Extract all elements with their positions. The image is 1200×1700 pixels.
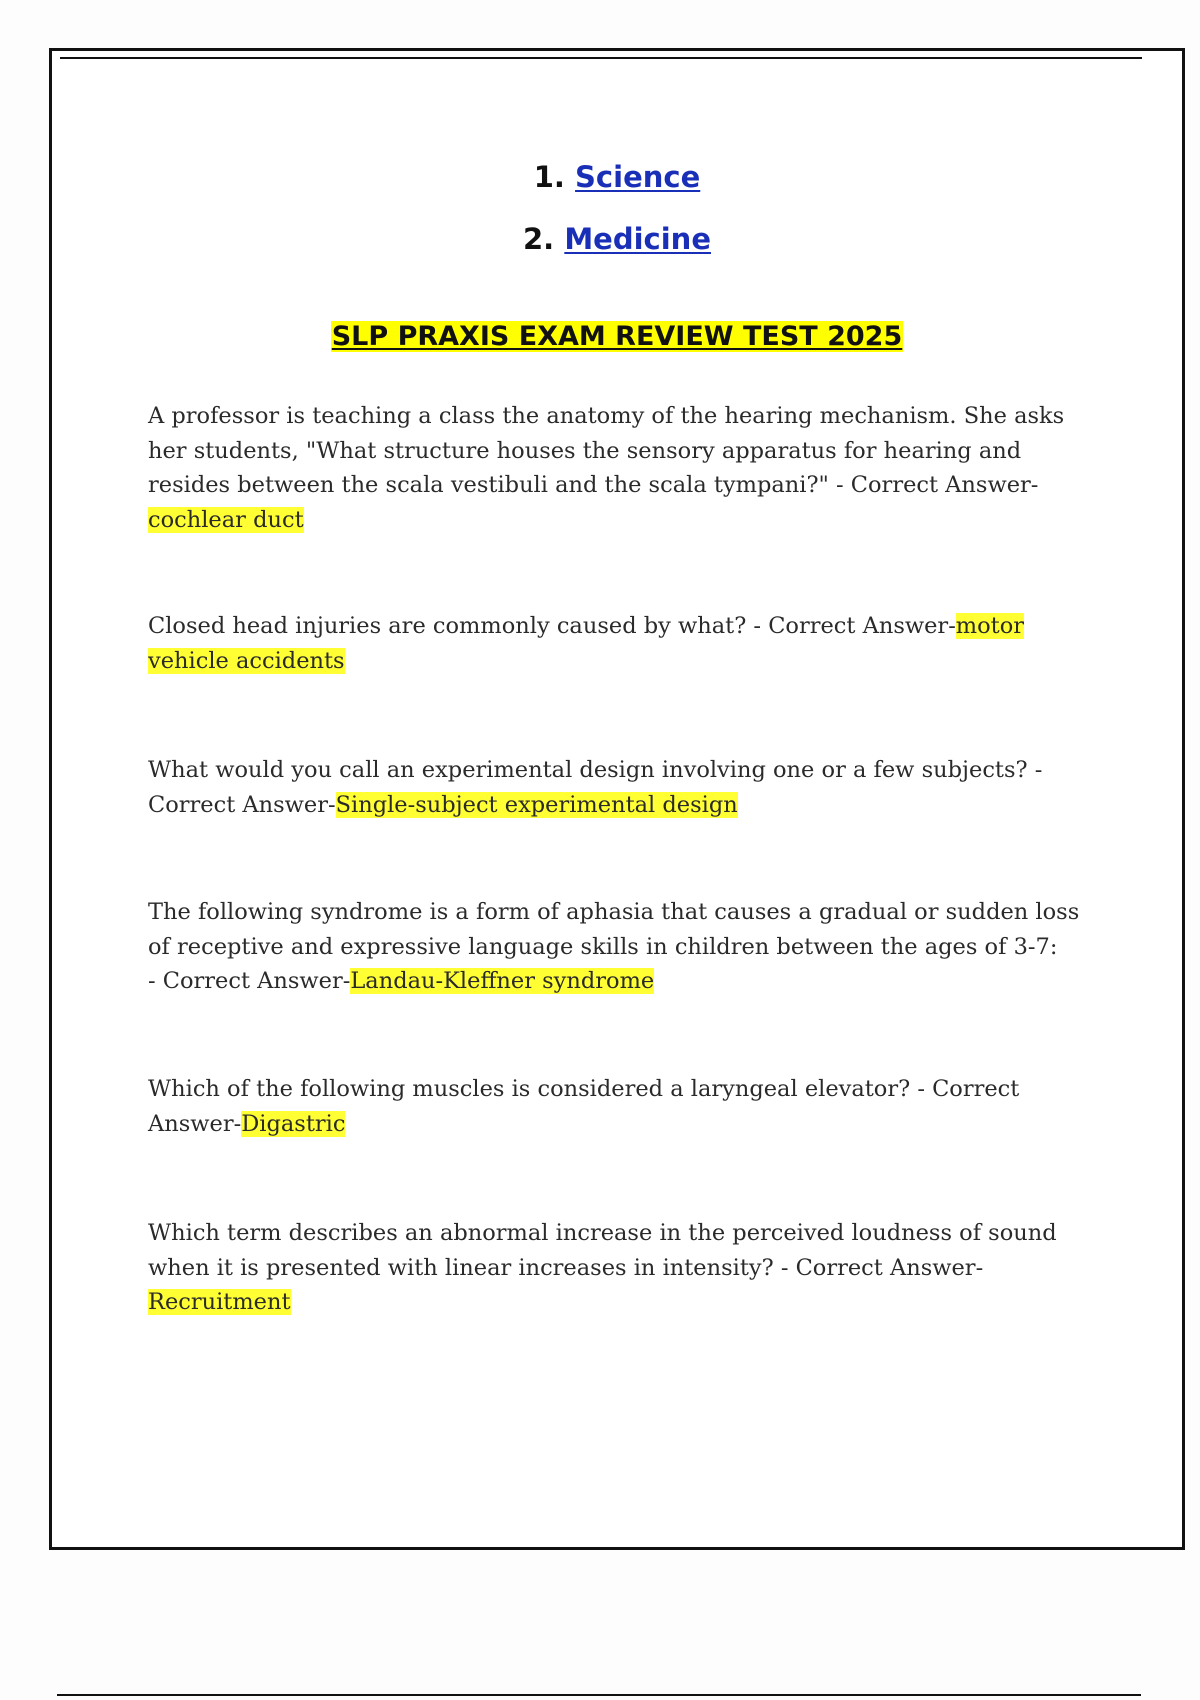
- question-text-line: What would you call an experimental design involving one or a few subjects? -: [148, 757, 1043, 783]
- question-text-line: A professor is teaching a class the anatomy of the hearing mechanism. She asks: [148, 403, 1065, 429]
- header-item-number: 2.: [523, 222, 555, 256]
- question-text: Answer-: [148, 1110, 242, 1137]
- document-title-text: SLP PRAXIS EXAM REVIEW TEST 2025: [331, 321, 903, 352]
- medicine-link[interactable]: Medicine: [564, 222, 711, 256]
- correct-answer-part-2: vehicle accidents: [148, 647, 345, 674]
- correct-answer: Recruitment: [148, 1289, 291, 1315]
- bottom-rule: [57, 1694, 1141, 1696]
- question-6: [148, 1216, 1143, 1320]
- question-text-line: The following syndrome is a form of aphasia that causes a gradual or sudden loss: [148, 899, 1080, 925]
- question-text-line: when it is presented with linear increases in intensity? - Correct Answer-: [148, 1254, 984, 1281]
- question-text-line: Which of the following muscles is considered a laryngeal elevator? - Correct: [148, 1076, 1020, 1102]
- question-text-line: resides between the scala vestibuli and the scala tympani?" - Correct Answer-: [148, 472, 1039, 498]
- question-4: [148, 895, 1143, 999]
- question-3: [148, 753, 1143, 822]
- question-5: [148, 1072, 1143, 1141]
- header-list: [52, 146, 1182, 270]
- question-text-line: of receptive and expressive language skills in children between the ages of 3-7:: [148, 933, 1058, 960]
- header-item-medicine: [52, 208, 1182, 270]
- correct-answer-part-1: motor: [955, 613, 1025, 639]
- correct-answer: Single-subject experimental design: [335, 791, 738, 818]
- document-title: [52, 319, 1182, 355]
- correct-answer: Digastric: [241, 1110, 346, 1137]
- top-rule: [60, 57, 1142, 59]
- question-text-line: Which term describes an abnormal increase in the perceived loudness of sound: [148, 1220, 1057, 1246]
- header-item-number: 1.: [533, 160, 565, 194]
- question-text: Closed head injuries are commonly caused by what? - Correct Answer-: [148, 613, 956, 639]
- question-text: - Correct Answer-: [148, 968, 351, 994]
- question-text-line: her students, "What structure houses the sensory apparatus for hearing and: [148, 437, 1022, 464]
- correct-answer: Landau-Kleffner syndrome: [350, 968, 655, 994]
- header-item-science: [52, 146, 1182, 208]
- correct-answer: cochlear duct: [148, 506, 304, 533]
- question-2: [148, 609, 1143, 678]
- science-link[interactable]: Science: [575, 160, 701, 194]
- page-frame: [49, 48, 1185, 1550]
- question-1: [148, 399, 1143, 537]
- question-text: Correct Answer-: [148, 791, 336, 818]
